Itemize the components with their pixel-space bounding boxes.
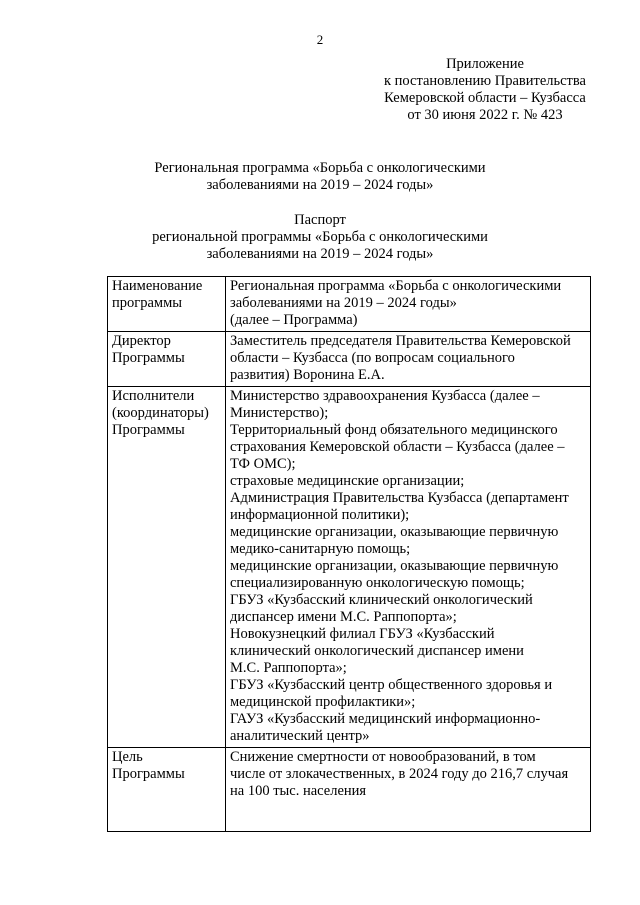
row-label [108, 387, 226, 748]
appendix-line: Приложение [446, 56, 524, 72]
row-value-line: страховые медицинские организации; [230, 473, 465, 489]
row-value-line: специализированную онкологическую помощь; [230, 575, 525, 591]
row-label [108, 277, 226, 332]
row-value-line: М.С. Раппопорта»; [230, 660, 347, 676]
row-value [226, 387, 591, 748]
passport-heading-line: Паспорт [294, 212, 346, 228]
row-value-line: аналитический центр» [230, 728, 370, 744]
passport-heading [0, 212, 640, 263]
row-label [108, 748, 226, 832]
row-value-line: ТФ ОМС); [230, 456, 296, 472]
row-value-line: числе от злокачественных, в 2024 году до 216,7 случая [230, 766, 569, 782]
table-row-goal [108, 748, 591, 832]
row-label-line: Директор [112, 333, 171, 349]
row-value-line: медицинские организации, оказывающие первичную [230, 524, 559, 540]
row-value-line: развития) Воронина Е.А. [230, 367, 385, 383]
passport-table [107, 276, 591, 832]
table-row-executors [108, 387, 591, 748]
row-label-line: Цель [112, 749, 143, 765]
appendix-header [340, 56, 630, 124]
row-value-line: ГБУЗ «Кузбасский клинический онкологический [230, 592, 533, 608]
row-value-line: Министерство); [230, 405, 329, 421]
row-value [226, 748, 591, 832]
row-value-line: Администрация Правительства Кузбасса (департамент [230, 490, 569, 506]
row-value-line: Региональная программа «Борьба с онкологическими [230, 278, 562, 294]
page-number: 2 [316, 32, 324, 47]
row-label-line: Программы [112, 766, 185, 782]
row-label-line: Программы [112, 422, 185, 438]
row-value-line: медико-санитарную помощь; [230, 541, 411, 557]
appendix-line: Кемеровской области – Кузбасса [384, 90, 586, 106]
row-value [226, 332, 591, 387]
row-value-line: (далее – Программа) [230, 312, 358, 328]
row-value-line: клинический онкологический диспансер имени [230, 643, 524, 659]
row-value-line: Заместитель председателя Правительства Кемеровской [230, 333, 571, 349]
row-label [108, 332, 226, 387]
row-value-line: Территориальный фонд обязательного медицинского [230, 422, 558, 438]
row-label-line: Программы [112, 350, 185, 366]
row-value-line: Новокузнецкий филиал ГБУЗ «Кузбасский [230, 626, 495, 642]
program-title-line: Региональная программа «Борьба с онкологическими [154, 160, 486, 176]
row-value-line: на 100 тыс. населения [230, 783, 367, 799]
row-label-line: Исполнители [112, 388, 195, 404]
row-value-line: информационной политики); [230, 507, 410, 523]
row-value-line: страхования Кемеровской области – Кузбасса (далее – [230, 439, 565, 455]
program-title-line: заболеваниями на 2019 – 2024 годы» [206, 177, 434, 193]
row-value-line: ГАУЗ «Кузбасский медицинский информационно- [230, 711, 541, 727]
row-value-line: диспансер имени М.С. Раппопорта»; [230, 609, 457, 625]
row-value-line: медицинской профилактики»; [230, 694, 416, 710]
row-label-line: программы [112, 295, 182, 311]
row-value-line: ГБУЗ «Кузбасский центр общественного здоровья и [230, 677, 553, 693]
row-value-line: Снижение смертности от новообразований, в том [230, 749, 536, 765]
row-value-line: области – Кузбасса (по вопросам социального [230, 350, 515, 366]
row-value-line: Министерство здравоохранения Кузбасса (далее – [230, 388, 540, 404]
table-row-director [108, 332, 591, 387]
row-value [226, 277, 591, 332]
table-row-program-name [108, 277, 591, 332]
row-label-line: (координаторы) [112, 405, 209, 421]
passport-heading-line: заболеваниями на 2019 – 2024 годы» [206, 246, 434, 262]
program-title [0, 160, 640, 194]
row-value-line: медицинские организации, оказывающие первичную [230, 558, 559, 574]
appendix-line: к постановлению Правительства [384, 73, 586, 89]
passport-heading-line: региональной программы «Борьба с онкологическими [152, 229, 488, 245]
row-label-line: Наименование [112, 278, 203, 294]
row-value-line: заболеваниями на 2019 – 2024 годы» [230, 295, 457, 311]
appendix-line: от 30 июня 2022 г. № 423 [407, 107, 563, 123]
